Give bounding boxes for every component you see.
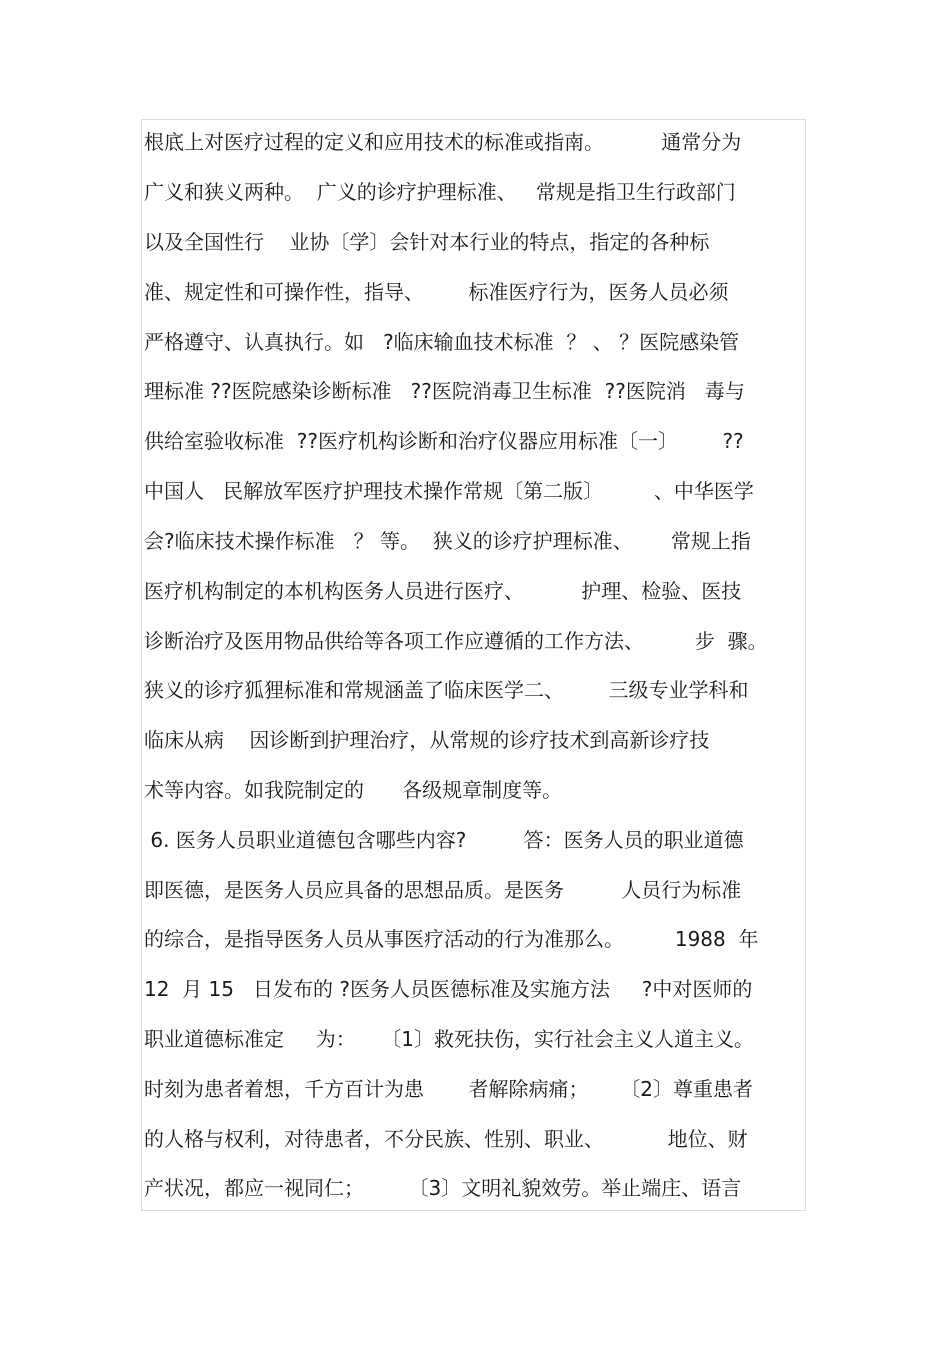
paragraph-line: 产状况，都应一视同仁； 〔3〕文明礼貌效劳。举止端庄、语言 bbox=[144, 1176, 742, 1200]
paragraph-line: 中国人 民解放军医疗护理技术操作常规〔第二版〕 、中华医学 bbox=[144, 479, 754, 503]
paragraph-line: 理标准 ??医院感染诊断标准 ??医院消毒卫生标准 ??医院消 毒与 bbox=[144, 379, 745, 403]
paragraph-line: 诊断治疗及医用物品供给等各项工作应遵循的工作方法、 步 骤。 bbox=[144, 629, 768, 653]
paragraph-line: 12 月 15 日发布的 ?医务人员医德标准及实施方法 ?中对医师的 bbox=[144, 977, 753, 1001]
paragraph-line: 的人格与权利，对待患者，不分民族、性别、职业、 地位、财 bbox=[144, 1127, 748, 1151]
paragraph-line: 即医德，是医务人员应具备的思想品质。是医务 人员行为标准 bbox=[144, 878, 742, 902]
paragraph-line: 广义和狭义两种。 广义的诊疗护理标准、 常规是指卫生行政部门 bbox=[144, 180, 736, 204]
question-heading: 6. 医务人员职业道德包含哪些内容? 答：医务人员的职业道德 bbox=[144, 828, 744, 852]
paragraph-line: 狭义的诊疗狐狸标准和常规涵盖了临床医学二、 三级专业学科和 bbox=[144, 678, 749, 702]
paragraph-line: 严格遵守、认真执行。如 ?临床输血技术标准 ？ 、 ？医院感染管 bbox=[144, 330, 740, 354]
paragraph-line: 会?临床技术操作标准 ？ 等。 狭义的诊疗护理标准、 常规上指 bbox=[144, 529, 751, 553]
document-page bbox=[141, 119, 806, 1211]
paragraph-line: 医疗机构制定的本机构医务人员进行医疗、 护理、检验、医技 bbox=[144, 579, 742, 603]
paragraph-line: 准、规定性和可操作性，指导、 标准医疗行为，医务人员必须 bbox=[144, 280, 729, 304]
paragraph-line: 时刻为患者着想，千方百计为患 者解除病痛； 〔2〕尊重患者 bbox=[144, 1077, 754, 1101]
paragraph-line: 临床从病 因诊断到护理治疗，从常规的诊疗技术到高新诊疗技 bbox=[144, 728, 710, 752]
paragraph-line: 以及全国性行 业协〔学〕会针对本行业的特点，指定的各种标 bbox=[144, 230, 710, 254]
paragraph-line: 职业道德标准定 为： 〔1〕救死扶伤，实行社会主义人道主义。 bbox=[144, 1027, 754, 1051]
paragraph-line: 的综合，是指导医务人员从事医疗活动的行为准那么。 1988 年 bbox=[144, 927, 759, 951]
paragraph-line: 术等内容。如我院制定的 各级规章制度等。 bbox=[144, 778, 563, 802]
paragraph-line: 供给室验收标准 ??医疗机构诊断和治疗仪器应用标准〔一〕 ?? bbox=[144, 429, 744, 453]
paragraph-line: 根底上对医疗过程的定义和应用技术的标准或指南。 通常分为 bbox=[144, 130, 742, 154]
